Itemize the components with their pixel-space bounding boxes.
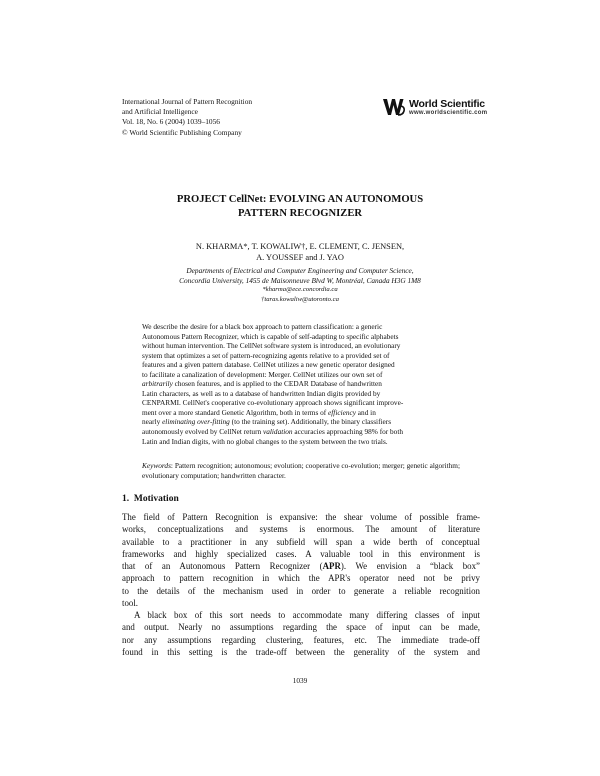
body-bold-apr: APR <box>322 561 341 571</box>
publisher-logo-icon <box>382 97 406 117</box>
journal-copyright: © World Scientific Publishing Company <box>122 127 242 137</box>
body-line: approach to pattern recognition in which the APR's operator need not be privy <box>122 573 480 584</box>
author-emails <box>0 285 600 304</box>
abstract-line: without human intervention. The CellNet software system is introduced, an evolutionary <box>142 341 401 351</box>
abstract-text: (to the training set). Additionally, the binary classifiers <box>229 417 392 427</box>
abstract-line <box>142 408 460 418</box>
abstract-line: features and a given pattern database. CellNet utilizes a new genetic operator designed <box>142 360 395 370</box>
affiliation <box>0 266 600 285</box>
publisher-logo-sub: www.worldscientific.com <box>409 110 488 116</box>
abstract-emphasis: arbitrarily <box>142 379 173 389</box>
abstract-emphasis: eliminating over-fitting <box>162 417 230 427</box>
body-line: works, conceptualizations and systems is enormous. The amount of literature <box>122 524 480 535</box>
abstract-line <box>142 379 460 389</box>
body-line: tool. <box>122 597 139 608</box>
abstract-line <box>142 417 460 427</box>
body-line <box>122 560 480 572</box>
journal-citation <box>122 97 252 138</box>
author-email-2: †taras.kowaliw@utoronto.ca <box>261 295 339 303</box>
abstract-line: system that optimizes a set of pattern-recognizing agents relative to a provided set of <box>142 350 390 360</box>
body-line: available to a practitioner in any subfield will span a wide berth of conceptual <box>122 536 480 547</box>
paper-title-line1: PROJECT CellNet: EVOLVING AN AUTONOMOUS <box>176 194 424 205</box>
body-line: found in this setting is the trade-off between the generality of the system and <box>122 646 480 657</box>
affiliation-line1: Departments of Electrical and Computer Engineering and Computer Science, <box>186 266 414 275</box>
journal-name-line2: and Artificial Intelligence <box>122 107 198 117</box>
body-text <box>122 511 480 658</box>
section-number: 1. <box>122 494 130 504</box>
authors-line1: N. KHARMA*, T. KOWALIW†, E. CLEMENT, C. JENSEN, <box>195 242 405 251</box>
abstract-line: Autonomous Pattern Recognizer, which is capable of self-adapting to specific alphabets <box>142 331 399 341</box>
body-line: to the details of the mechanism used in order to generate a reliable recognition <box>122 585 480 596</box>
abstract-line: CENPARMI. CellNet's cooperative co-evolutionary approach shows significant improve- <box>142 398 404 408</box>
abstract-text: ment over a more standard Genetic Algorithm, both in terms of <box>142 407 329 417</box>
abstract-line: We describe the desire for a black box approach to pattern classification: a generic <box>142 322 383 331</box>
author-email-1: *kharma@ece.concordia.ca <box>262 286 338 293</box>
body-text-span: that of an Autonomous Pattern Recognizer ( <box>122 561 323 571</box>
body-text-span: ). We envision a “black box” <box>340 561 480 571</box>
body-line: A black box of this sort needs to accommodate many differing classes of input <box>134 610 480 620</box>
paper-title <box>0 193 600 221</box>
keywords <box>142 461 460 480</box>
abstract-text: autonomously evolved by CellNet return <box>142 427 263 437</box>
keywords-label: Keywords <box>142 461 171 470</box>
body-line: The field of Pattern Recognition is expansive: the shear volume of possible frame- <box>122 512 480 522</box>
body-line: nor any assumptions regarding clustering, features, etc. The immediate trade-off <box>122 634 480 645</box>
journal-volume: Vol. 18, No. 6 (2004) 1039–1056 <box>122 117 220 127</box>
publisher-logo-name: World Scientific <box>409 98 485 110</box>
body-line: frameworks and highly specialized cases. A valuable tool in this environment is <box>122 548 480 559</box>
author-list <box>0 241 600 263</box>
abstract-line: Latin characters, as well as to a database of handwritten Indian digits provided by <box>142 388 381 398</box>
body-line: and output. Nearly no assumptions regarding the space of input can be made, <box>122 622 480 633</box>
keywords-text: : Pattern recognition; autonomous; evolution; cooperative co-evolution; merger; genetic algorithm; evolutionary computation; handwritten character. <box>142 461 460 480</box>
abstract-line: Latin and Indian digits, with no global changes to the system between the two trials. <box>142 436 388 446</box>
abstract-emphasis: efficiency <box>328 407 356 417</box>
paper-title-line2: PATTERN RECOGNIZER <box>237 208 363 219</box>
section-heading <box>122 494 179 504</box>
authors-line2: A. YOUSSEF and J. YAO <box>256 253 344 262</box>
abstract-line: to facilitate a canalization of development: Merger. CellNet utilizes our own set of <box>142 369 383 379</box>
abstract <box>142 322 460 446</box>
abstract-emphasis: validation <box>262 427 293 437</box>
abstract-text: chosen features, and is applied to the CEDAR Database of handwritten <box>172 379 382 389</box>
page-number: 1039 <box>292 676 308 685</box>
abstract-text: nearly <box>142 417 163 427</box>
affiliation-line2: Concordia University, 1455 de Maisonneuve Blvd W, Montréal, Canada H3G 1M8 <box>179 275 421 285</box>
publisher-logo <box>382 95 488 121</box>
abstract-text: accuracies approaching 98% for both <box>292 427 403 437</box>
abstract-text: and in <box>355 407 376 417</box>
section-title: Motivation <box>133 494 179 504</box>
journal-name-line1: International Journal of Pattern Recognition <box>122 97 253 106</box>
abstract-line <box>142 427 460 437</box>
